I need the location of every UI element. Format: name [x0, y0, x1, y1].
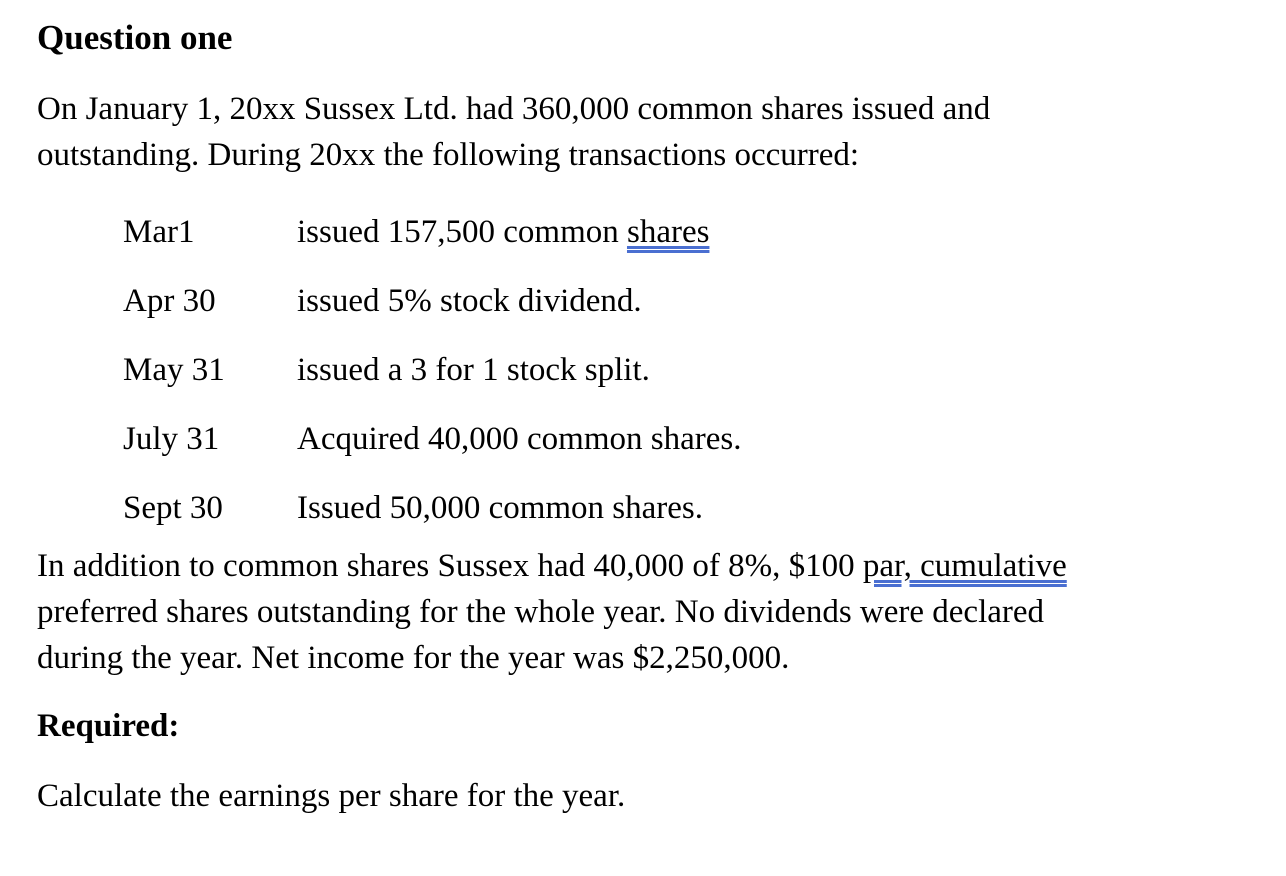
addition-line	[37, 543, 1067, 589]
intro-line: On January 1, 20xx Sussex Ltd. had 360,000 common shares issued and	[37, 91, 991, 127]
spellcheck-flagged-phrase[interactable]: par, cumulative	[862, 548, 1067, 584]
question-title: Question one	[37, 18, 233, 57]
addition-paragraph	[37, 543, 1067, 681]
transaction-description: Acquired 40,000 common shares.	[297, 421, 742, 457]
task-text: Calculate the earnings per share for the year.	[37, 778, 626, 814]
transaction-row	[123, 405, 742, 474]
transaction-date: July 31	[123, 421, 220, 457]
transaction-description	[297, 198, 742, 267]
intro-line: outstanding. During 20xx the following transactions occurred:	[37, 137, 860, 173]
transaction-text: issued 157,500 common	[297, 214, 627, 250]
transaction-date: May 31	[123, 352, 225, 388]
transaction-description: issued 5% stock dividend.	[297, 283, 642, 319]
intro-paragraph	[37, 86, 990, 178]
transaction-row	[123, 267, 742, 336]
transactions-table	[123, 198, 742, 543]
transaction-date: Apr 30	[123, 283, 216, 319]
required-heading: Required:	[37, 708, 180, 744]
transaction-description: issued a 3 for 1 stock split.	[297, 352, 650, 388]
addition-line-text: In addition to common shares Sussex had 40,000 of 8%, $100	[37, 548, 863, 584]
addition-line: during the year. Net income for the year was $2,250,000.	[37, 640, 790, 676]
transaction-description: Issued 50,000 common shares.	[297, 490, 704, 526]
transaction-date: Sept 30	[123, 490, 223, 526]
transaction-row	[123, 198, 742, 267]
spellcheck-flagged-word[interactable]: shares	[626, 214, 710, 250]
addition-line: preferred shares outstanding for the whole year. No dividends were declared	[37, 594, 1045, 630]
transaction-row	[123, 336, 742, 405]
transaction-row	[123, 474, 742, 543]
transaction-date: Mar1	[123, 214, 195, 250]
